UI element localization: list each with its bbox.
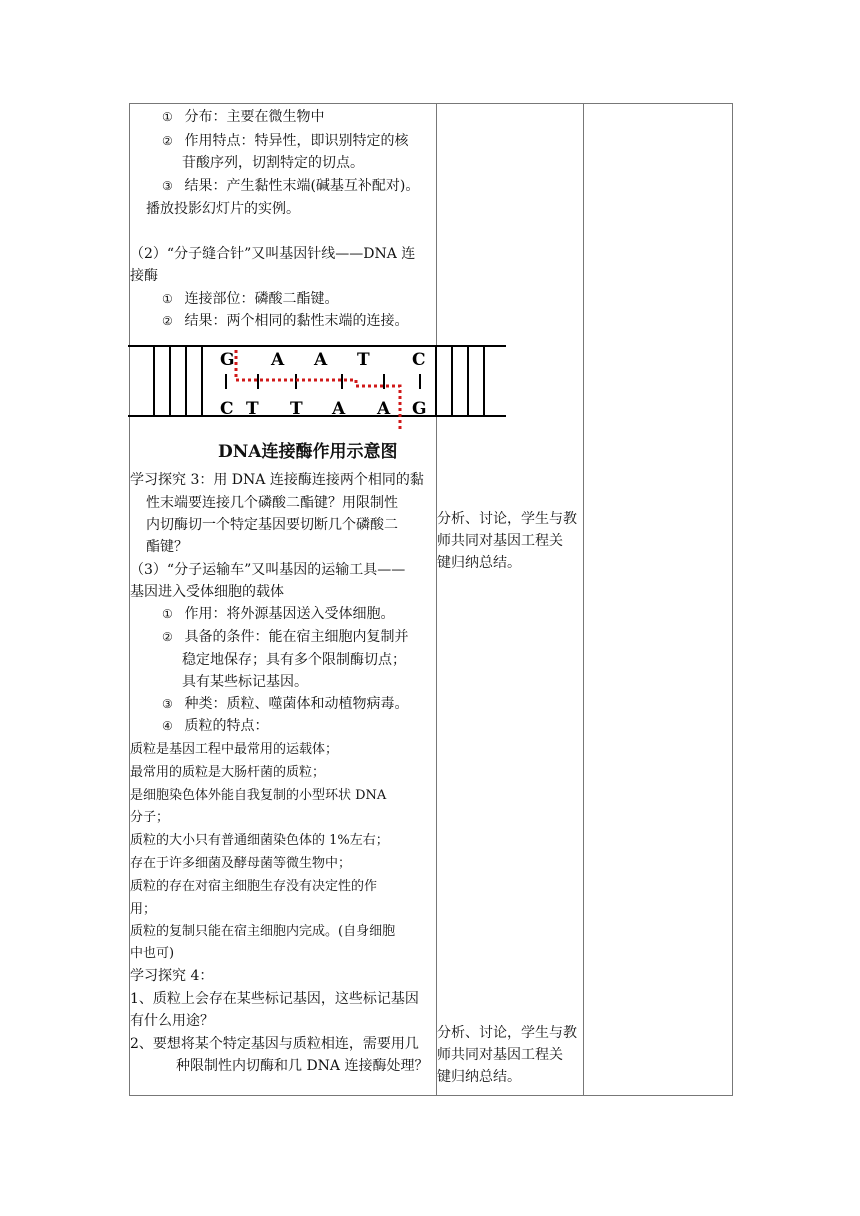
section-2-title: （2）“分子缝合针”又叫基因针线——DNA 连 xyxy=(130,246,416,262)
note-line: 师共同对基因工程关 xyxy=(437,533,563,549)
bottom-base: A xyxy=(377,399,391,419)
note-line: 师共同对基因工程关 xyxy=(437,1047,563,1063)
plasmid-point: 质粒的复制只能在宿主细胞内完成。(自身细胞 xyxy=(130,924,396,939)
plasmid-point: 存在于许多细菌及酵母菌等微生物中； xyxy=(130,856,352,871)
bottom-base: T xyxy=(290,399,303,419)
line-feature-cont: 苷酸序列，切割特定的切点。 xyxy=(182,155,364,171)
top-base: A xyxy=(314,350,328,370)
lesson-table xyxy=(129,103,733,1096)
explore-3-cont: 内切酶切一个特定基因要切断几个磷酸二 xyxy=(146,517,398,533)
explore-3-cont: 酯键？ xyxy=(146,539,188,555)
diagram-caption: DNA连接酶作用示意图 xyxy=(218,442,398,462)
line-text: 作用：将外源基因送入受体细胞。 xyxy=(184,606,395,622)
item-number: ① xyxy=(162,110,173,124)
line-text: 作用特点：特异性，即识别特定的核 xyxy=(184,133,409,149)
column-divider-2 xyxy=(583,104,584,1095)
bottom-base: A xyxy=(332,399,346,419)
bottom-base: C xyxy=(220,399,234,419)
item-number: ③ xyxy=(162,179,173,193)
line-text: 质粒的特点： xyxy=(184,718,269,734)
line-text: 结果：两个相同的黏性末端的连接。 xyxy=(184,313,409,329)
item-number: ① xyxy=(162,607,173,621)
section-2-item-1 xyxy=(162,289,338,309)
explore-4: 学习探究 4： xyxy=(130,968,214,984)
bottom-base: G xyxy=(412,399,427,419)
plasmid-point: 分子； xyxy=(130,810,170,825)
note-line: 键归纳总结。 xyxy=(437,555,521,571)
section-3-item-2 xyxy=(162,627,408,647)
line-result xyxy=(162,176,419,196)
bottom-base: T xyxy=(246,399,259,419)
plasmid-point: 最常用的质粒是大肠杆菌的质粒； xyxy=(130,765,326,780)
explore-3-cont: 性末端要连接几个磷酸二酯键？用限制性 xyxy=(146,495,398,511)
explore-3: 学习探究 3：用 DNA 连接酶连接两个相同的黏 xyxy=(130,472,424,488)
line-text: 种类：质粒、噬菌体和动植物病毒。 xyxy=(184,696,409,712)
question-1-cont: 有什么用途？ xyxy=(130,1013,214,1029)
note-line: 分析、讨论，学生与教 xyxy=(437,1025,577,1041)
column-divider-1 xyxy=(436,104,437,1095)
note-line: 分析、讨论，学生与教 xyxy=(437,511,577,527)
item-number: ② xyxy=(162,134,173,148)
section-3-item-3 xyxy=(162,694,408,714)
question-1: 1、质粒上会存在某些标记基因，这些标记基因 xyxy=(130,991,419,1007)
section-2-item-2 xyxy=(162,311,408,331)
item-number: ② xyxy=(162,630,173,644)
line-text: 结果：产生黏性末端(碱基互补配对)。 xyxy=(184,178,420,194)
section-3-item-4 xyxy=(162,716,268,736)
plasmid-point: 中也可) xyxy=(130,946,175,961)
line-text: 连接部位：磷酸二酯键。 xyxy=(184,291,339,307)
item-number: ③ xyxy=(162,697,173,711)
plasmid-point: 是细胞染色体外能自我复制的小型环状 DNA xyxy=(130,788,387,803)
line-text: 分布：主要在微生物中 xyxy=(184,109,325,125)
question-2: 2、要想将某个特定基因与质粒相连，需要用几 xyxy=(130,1036,419,1052)
section-3-item-2-cont: 具有某些标记基因。 xyxy=(182,674,308,690)
dna-ligase-diagram xyxy=(128,344,518,434)
section-3-item-1 xyxy=(162,604,394,624)
section-2-title-cont: 接酶 xyxy=(130,268,158,284)
section-3-title-cont: 基因进入受体细胞的载体 xyxy=(130,584,284,600)
plasmid-point: 质粒的大小只有普通细菌染色体的 1%左右； xyxy=(130,833,389,848)
line-feature xyxy=(162,131,408,151)
top-base: A xyxy=(271,350,285,370)
line-distribution xyxy=(162,107,324,127)
line-text: 具备的条件：能在宿主细胞内复制并 xyxy=(184,629,409,645)
section-3-title: （3）“分子运输车”又叫基因的运输工具—— xyxy=(130,562,406,578)
question-2-cont: 种限制性内切酶和几 DNA 连接酶处理？ xyxy=(176,1058,429,1074)
item-number: ④ xyxy=(162,719,173,733)
note-line: 键归纳总结。 xyxy=(437,1069,521,1085)
plasmid-point: 质粒的存在对宿主细胞生存没有决定性的作 xyxy=(130,879,378,894)
item-number: ① xyxy=(162,292,173,306)
top-base: C xyxy=(412,350,426,370)
top-base: T xyxy=(357,350,370,370)
plasmid-point: 质粒是基因工程中最常用的运载体； xyxy=(130,742,339,757)
plasmid-point: 用； xyxy=(130,902,157,917)
top-base: G xyxy=(220,350,235,370)
section-3-item-2-cont: 稳定地保存；具有多个限制酶切点； xyxy=(182,652,406,668)
line-slides: 播放投影幻灯片的实例。 xyxy=(146,201,300,217)
item-number: ② xyxy=(162,314,173,328)
